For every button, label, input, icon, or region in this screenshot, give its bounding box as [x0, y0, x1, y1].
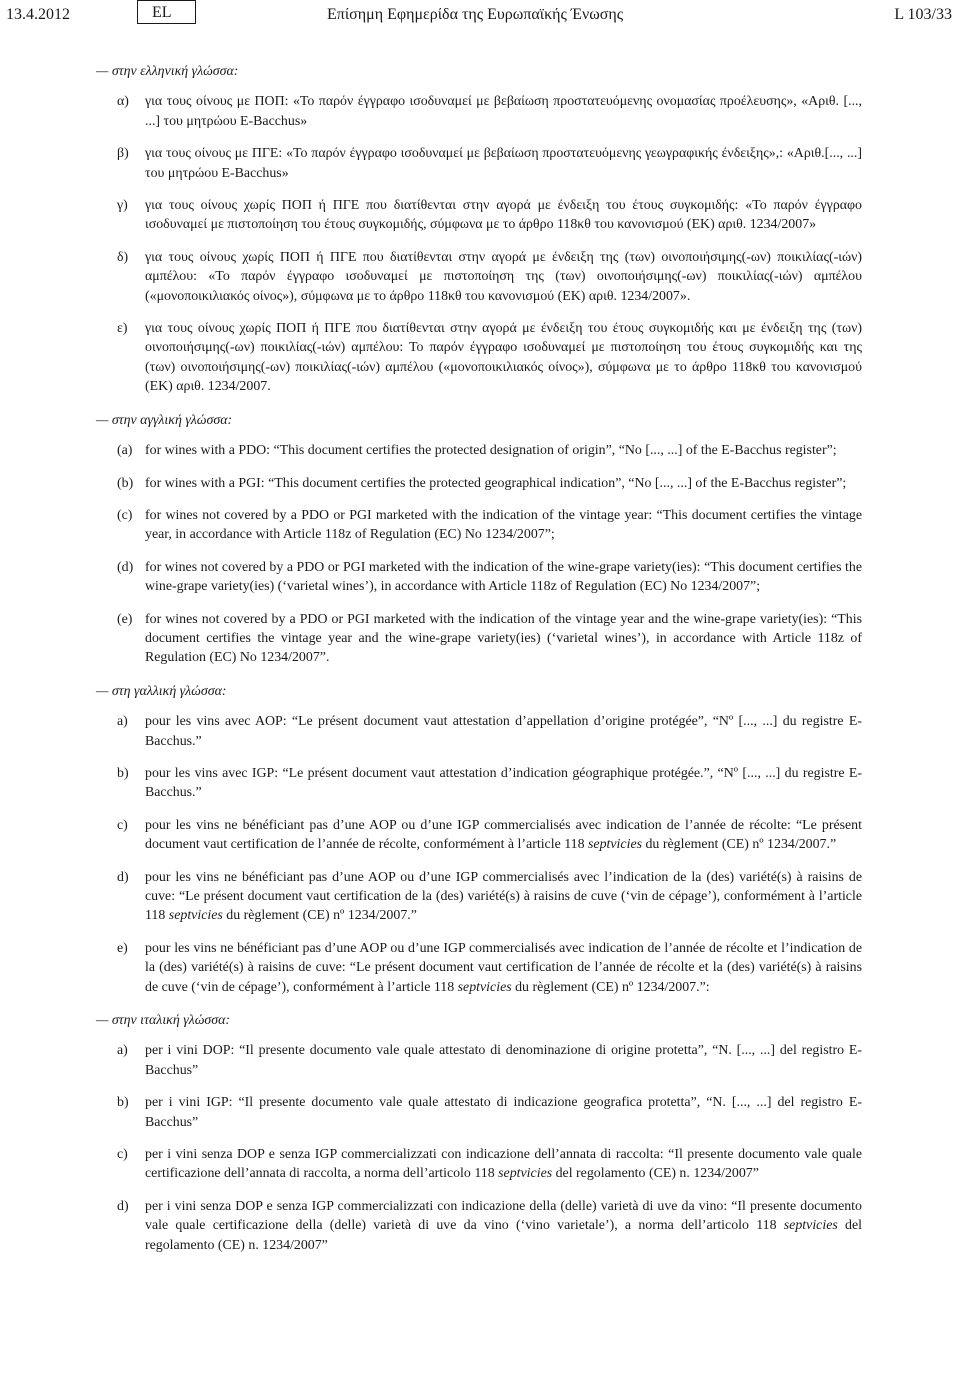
item-label: b) — [117, 765, 129, 781]
item-text: pour les vins ne bénéficiant pas d’une AOP ou d’une IGP commercialisés avec l’indication de la (des) variété(s) à raisins de cuve: “Le présent document vaut certification de la (des) variété(s) à raisins de cuve (‘vin de cépage’), conformément à l’article 118 septvicies du règlement (CE) nº 1234/2007.” — [145, 869, 862, 924]
item-label: b) — [117, 1095, 129, 1111]
list-item — [117, 441, 862, 460]
page-number: L 103/33 — [894, 6, 952, 23]
item-label: c) — [117, 817, 128, 833]
list-item — [117, 1145, 862, 1184]
item-text: per i vini IGP: “Il presente documento vale quale attestato di indicazione geografica protetta”, “N. [..., ...] del registro E-Bacchus” — [145, 1095, 862, 1130]
item-label: ε) — [117, 321, 128, 337]
list-item — [117, 868, 862, 926]
document-body — [0, 62, 960, 1269]
publication-date: 13.4.2012 — [6, 6, 70, 23]
list-item — [117, 506, 862, 545]
item-text: for wines with a PGI: “This document certifies the protected geographical indication”, “No [..., ...] of the E-Bacchus register”; — [145, 475, 847, 491]
item-label: a) — [117, 1043, 128, 1059]
item-label: e) — [117, 940, 128, 956]
journal-title: Επίσημη Εφημερίδα της Ευρωπαϊκής Ένωσης — [327, 6, 624, 23]
item-text: για τους οίνους χωρίς ΠΟΠ ή ΠΓΕ που διατίθενται στην αγορά με ένδειξη του έτους συγκομιδής και με ένδειξη της (των) οινοποιήσιμης(-ων) ποικιλίας(-ιών) αμπέλου: Το παρόν έγγραφο ισοδυναμεί με πιστοποίηση του έτους συγκομιδής και της (των) οινοποιήσιμης(-ων) ποικιλίας(-ιών) αμπέλου («μονοποικιλιακός οίνος»), σύμφωνα με το άρθρο 118κθ του κανονισμού (ΕΚ) αριθ. 1234/2007. — [145, 321, 862, 395]
list-item — [117, 610, 862, 668]
item-text: per i vini DOP: “Il presente documento vale quale attestato di denominazione di origine protetta”, “N. [..., ...] del registro E-Bacchus” — [145, 1043, 862, 1078]
section-heading: — στην ελληνική γλώσσα: — [96, 64, 239, 79]
item-text: for wines not covered by a PDO or PGI marketed with the indication of the wine-grape variety(ies): “This document certifies the wine-grape variety(ies) (‘varietal wines’), in accordance with Article 118z of Regulation (EC) No 1234/2007”; — [145, 559, 862, 595]
item-text: per i vini senza DOP e senza IGP commercializzati con indicazione della (delle) varietà di uve da vino: “Il presente documento vale quale certificazione della (delle) varietà di uve da vino (‘vino varietale’), a norma dell’articolo 118 septvicies del regolamento (CE) n. 1234/2007” — [145, 1198, 862, 1253]
item-text: για τους οίνους με ΠΓΕ: «Το παρόν έγγραφο ισοδυναμεί με βεβαίωση προστατευόμενης γεωγραφικής ένδειξης»,: «Αριθ.[..., ...] του μητρώου E-Bacchus» — [145, 146, 862, 181]
list-item — [117, 764, 862, 803]
item-text: pour les vins ne bénéficiant pas d’une AOP ou d’une IGP commercialisés avec indication de l’année de récolte: “Le présent document vaut certification de l’année de récolte, conformément à l’article 118 septvicies du règlement (CE) nº 1234/2007.” — [145, 817, 862, 853]
language-section — [0, 411, 960, 668]
list-item — [117, 558, 862, 597]
list-item — [117, 816, 862, 855]
item-label: δ) — [117, 249, 129, 265]
list-item — [117, 92, 862, 131]
page-header — [0, 0, 960, 34]
item-text: pour les vins avec IGP: “Le présent document vaut attestation d’indication géographique protégée.”, “Nº [..., ...] du registre E-Bacchus.” — [145, 765, 862, 801]
item-text: για τους οίνους με ΠΟΠ: «Το παρόν έγγραφο ισοδυναμεί με βεβαίωση προστατευόμενης ονομασίας προέλευσης», «Αριθ. [..., ...] του μητρώου E-Bacchus» — [145, 94, 862, 129]
item-label: (d) — [117, 559, 134, 575]
list-item — [117, 319, 862, 397]
language-section — [0, 62, 960, 397]
item-text: for wines not covered by a PDO or PGI marketed with the indication of the vintage year and the wine-grape variety(ies): “This document certifies the vintage year and the wine-grape variety(ies) (‘varietal wines’), in accordance with Article 118z of Regulation (EC) No 1234/2007”. — [145, 611, 862, 666]
list-item — [117, 1197, 862, 1255]
item-label: (c) — [117, 507, 133, 523]
item-label: β) — [117, 146, 129, 162]
list-item — [117, 1093, 862, 1132]
item-text: pour les vins ne bénéficiant pas d’une AOP ou d’une IGP commercialisés avec indication de l’année de récolte et l’indication de la (des) variété(s) à raisins de cuve: “Le présent document vaut certification de l’année de récolte et la (des) variété(s) à raisins de cuve (‘vin de cépage’), conformément à l’article 118 septvicies du règlement (CE) nº 1234/2007.”: — [145, 940, 862, 995]
item-text: pour les vins avec AOP: “Le présent document vaut attestation d’appellation d’origine protégée”, “Nº [..., ...] du registre E-Bacchus.” — [145, 714, 862, 749]
section-heading: — στην ιταλική γλώσσα: — [96, 1013, 231, 1029]
section-heading: — στην αγγλική γλώσσα: — [96, 412, 233, 428]
list-item — [117, 939, 862, 997]
section-heading: — στη γαλλική γλώσσα: — [96, 683, 227, 699]
list-item — [117, 144, 862, 183]
list-item — [117, 196, 862, 235]
item-text: for wines with a PDO: “This document certifies the protected designation of origin”, “No [..., ...] of the E-Bacchus register”; — [145, 443, 837, 459]
item-label: c) — [117, 1147, 128, 1163]
list-item — [117, 1041, 862, 1080]
language-section — [0, 1011, 960, 1255]
item-label: d) — [117, 869, 129, 885]
item-text: for wines not covered by a PDO or PGI marketed with the indication of the vintage year: “This document certifies the vintage year, in accordance with Article 118z of Regulation (EC) No 1234/2007”; — [145, 507, 862, 543]
item-text: per i vini senza DOP e senza IGP commercializzati con indicazione dell’annata di raccolta: “Il presente documento vale quale certificazione dell’annata di raccolta, a norma dell’articolo 118 septvicies del regolamento (CE) n. 1234/2007” — [145, 1147, 862, 1182]
list-item — [117, 248, 862, 306]
item-label: a) — [117, 714, 128, 730]
item-text: για τους οίνους χωρίς ΠΟΠ ή ΠΓΕ που διατίθενται στην αγορά με ένδειξη της (των) οινοποιήσιμης(-ων) ποικιλίας(-ιών) αμπέλου: «Το παρόν έγγραφο ισοδυναμεί με πιστοποίηση της (των) οινοποιήσιμης(-ων) ποικιλίας(-ιών) αμπέλου («μονοποικιλιακός οίνος»), σύμφωνα με το άρθρο 118κθ του κανονισμού (ΕΚ) αριθ. 1234/2007». — [145, 249, 862, 304]
item-label: γ) — [117, 198, 128, 214]
item-label: d) — [117, 1198, 129, 1214]
item-text: για τους οίνους χωρίς ΠΟΠ ή ΠΓΕ που διατίθενται στην αγορά με ένδειξη του έτους συγκομιδής: «Το παρόν έγγραφο ισοδυναμεί με πιστοποίηση του έτους συγκομιδής, σύμφωνα με το άρθρο 118κθ του κανονισμού (ΕΚ) αριθ. 1234/2007» — [145, 198, 862, 233]
list-item — [117, 474, 862, 493]
item-label: α) — [117, 94, 129, 110]
language-code-box: EL — [137, 0, 196, 24]
list-item — [117, 712, 862, 751]
item-label: (e) — [117, 611, 133, 627]
item-label: (b) — [117, 475, 134, 491]
item-label: (a) — [117, 443, 133, 459]
language-section — [0, 682, 960, 997]
